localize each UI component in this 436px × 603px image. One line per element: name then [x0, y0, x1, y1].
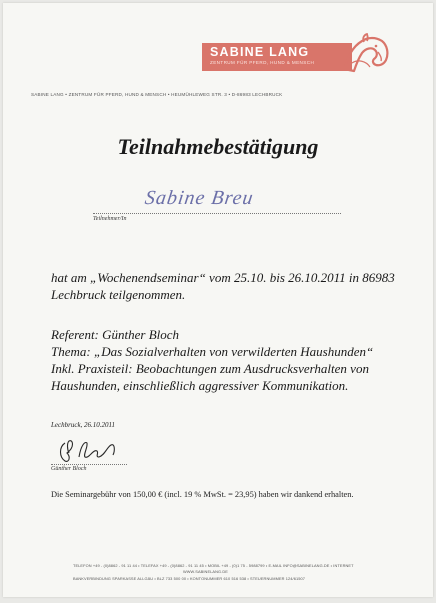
attendance-line-1: hat am „Wochenendseminar“ vom 25.10. bis 26.10.2011 in 86983	[51, 270, 395, 285]
topic-line: Thema: „Das Sozialverhalten von verwilderten Haushunden“	[51, 344, 374, 359]
signatory-line	[51, 464, 127, 465]
signatory-name: Günther Bloch	[51, 466, 87, 472]
participant-label: Teilnehmer/In	[93, 216, 127, 222]
practical-part-line-2: Haushunden, einschließlich aggressiver Kommunikation.	[51, 378, 349, 393]
sender-address-line: SABINE LANG • ZENTRUM FÜR PFERD, HUND & MENSCH • HEUMÜHLEWEG STR. 3 • D-86983 LECHBRUCK	[31, 92, 283, 97]
participant-name-handwritten: Sabine Breu	[143, 187, 256, 209]
attendance-line-2: Lechbruck teilgenommen.	[51, 287, 186, 302]
sabine-lang-logo	[202, 43, 388, 71]
footer-bank-line: BANKVERBINDUNG SPARKASSE ALLGÄU • BLZ 733 500 00 • KONTONUMMER 610 516 538 • STEUERNUMMER 124/61507	[73, 576, 306, 581]
certificate-page	[3, 3, 433, 597]
seminar-fee-note: Die Seminargebühr von 150,00 € (incl. 19 % MwSt. = 23,95) haben wir dankend erhalten.	[51, 490, 354, 499]
place-date: Lechbruck, 26.10.2011	[51, 421, 116, 429]
logo-banner	[202, 43, 352, 71]
horse-head-icon	[340, 33, 392, 75]
logo-tagline: ZENTRUM FÜR PFERD, HUND & MENSCH	[210, 60, 315, 65]
footer-contact-line: TELEFON +49 - (0)8862 - 91 11 44 • TELEFAX +49 - (0)8862 - 91 11 45 • MOBIL +49 - (0)1 75 - 5988799 • E-MAIL INFO@SABINELANG.DE • INTERNET	[73, 563, 354, 568]
document-title: Teilnahmebestätigung	[117, 134, 319, 159]
logo-name: SABINE LANG	[210, 45, 310, 59]
participant-signature-line	[93, 213, 341, 214]
referent-line: Referent: Günther Bloch	[51, 327, 180, 342]
footer-website-line: WWW.SABINELANG.DE	[183, 569, 228, 574]
signature-mark	[55, 435, 125, 465]
practical-part-line-1: Inkl. Praxisteil: Beobachtungen zum Ausdrucksverhalten von	[51, 361, 369, 376]
